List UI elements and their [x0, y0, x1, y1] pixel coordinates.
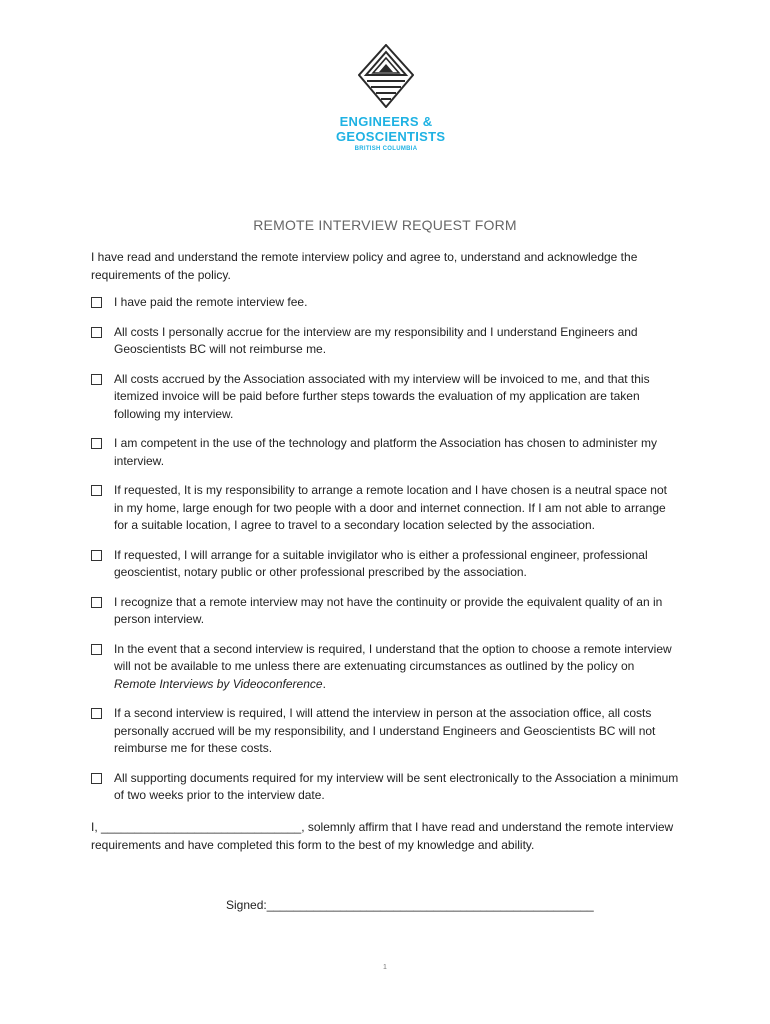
signature-line: Signed:_________________________________________________: [226, 898, 594, 912]
checklist-item: [91, 594, 691, 629]
checkbox[interactable]: [91, 438, 102, 449]
checkbox[interactable]: [91, 374, 102, 385]
checklist-item-text: I recognize that a remote interview may not have the continuity or provide the equivalent quality of an in person interview.: [114, 594, 663, 626]
checkbox[interactable]: [91, 297, 102, 308]
logo-text-line2: GEOSCIENTISTS: [336, 129, 446, 144]
checkbox[interactable]: [91, 327, 102, 338]
checklist-item-text: I am competent in the use of the technology and platform the Association has chosen to administer my interview.: [114, 436, 657, 468]
checklist-item: [91, 371, 691, 424]
diamond-logo-mark-icon: [358, 44, 414, 108]
form-title: REMOTE INTERVIEW REQUEST FORM: [253, 217, 517, 233]
checkbox[interactable]: [91, 485, 102, 496]
checklist-item-text: All supporting documents required for my interview will be sent electronically to the Association a minimum of two weeks prior to the interview date.: [114, 770, 679, 802]
checklist-item: [91, 435, 691, 470]
checkbox[interactable]: [91, 597, 102, 608]
checklist: [91, 294, 691, 805]
checkbox[interactable]: [91, 708, 102, 719]
checklist-item: [91, 641, 691, 694]
checkbox[interactable]: [91, 550, 102, 561]
page-number: 1: [383, 964, 387, 971]
checklist-item-text: [114, 641, 679, 694]
policy-title: Remote Interviews by Videoconference: [114, 676, 323, 691]
checklist-item-text-tail: .: [322, 676, 326, 691]
checklist-item-text: If requested, It is my responsibility to arrange a remote location and I have chosen is a neutral space not in my home, large enough for two people with a door and internet connection. If I am not able to arrange for a suitable location, I agree to travel to a secondary location selected by the association.: [114, 483, 667, 532]
checklist-item-text: I have paid the remote interview fee.: [114, 295, 308, 309]
logo: [336, 44, 446, 154]
intro-paragraph: I have read and understand the remote interview policy and agree to, understand and acknowledge the requirements of the policy.: [91, 250, 638, 282]
affirmation-statement: I, ______________________________, solemnly affirm that I have read and understand the remote interview requirements and have completed this form to the best of my knowledge and ability.: [91, 820, 674, 852]
checklist-item: [91, 705, 691, 758]
checklist-item: [91, 547, 691, 582]
checkbox[interactable]: [91, 773, 102, 784]
checklist-item-text: All costs I personally accrue for the interview are my responsibility and I understand Engineers and Geoscientists BC will not reimburse me.: [114, 324, 638, 356]
checklist-item: [91, 294, 691, 312]
checkbox[interactable]: [91, 644, 102, 655]
checklist-item: [91, 324, 691, 359]
checklist-item: [91, 770, 691, 805]
checklist-item-text: All costs accrued by the Association associated with my interview will be invoiced to me, and that this itemized invoice will be paid before further steps towards the evaluation of my application are taken following my interview.: [114, 371, 650, 421]
checklist-item-text: If a second interview is required, I will attend the interview in person at the association office, all costs personally accrued will be my responsibility, and I understand Engineers and Geoscientists BC will not reimburse me for these costs.: [114, 706, 656, 755]
checklist-item-text: If requested, I will arrange for a suitable invigilator who is either a professional engineer, professional geoscientist, notary public or other professional prescribed by the association.: [114, 547, 648, 579]
checklist-item-text-main: In the event that a second interview is required, I understand that the option to choose a remote interview will not be available to me unless there are extenuating circumstances as outlined by the policy on: [114, 641, 672, 673]
logo-text-line1: ENGINEERS &: [339, 114, 433, 129]
checklist-item: [91, 482, 691, 535]
logo-text-line3: BRITISH COLUMBIA: [354, 146, 418, 152]
